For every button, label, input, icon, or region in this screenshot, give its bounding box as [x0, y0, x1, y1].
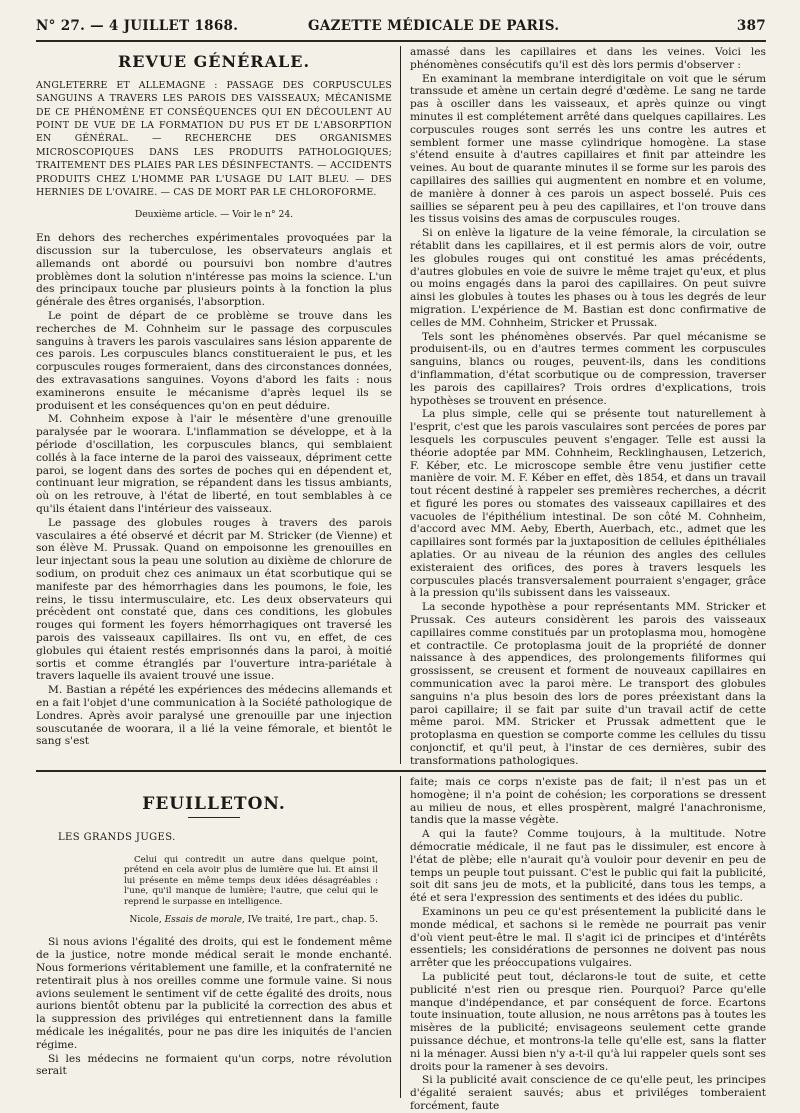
- feuilleton-paragraph: Si la publicité avait conscience de ce qu'elle peut, les principes d'égalité seraient sauvés; abus et priviléges tomberaient forcément, faute: [410, 1074, 766, 1112]
- column-divider-bottom: [400, 776, 401, 1098]
- revue-column-left: [36, 46, 392, 762]
- revue-column-right: [410, 46, 766, 767]
- page-header: [36, 16, 766, 38]
- revue-summary: ANGLETERRE ET ALLEMAGNE : PASSAGE DES CORPUSCULES SANGUINS A TRAVERS LES PAROIS DES VAISSEAUX; MÉCANISME DE CE PHÉNOMÈNE ET CONSÉQUENCES QUI EN DÉCOULENT AU POINT DE VUE DE LA FORMATION DU PUS ET DE L'ABSORPTION EN GÉNÉRAL. — RECHERCHE DES ORGANISMES MICROSCOPIQUES DANS LES PRODUITS PATHOLOGIQUES; TRAITEMENT DES PLAIES PAR LES DÉSINFECTANTS. — ACCIDENTS PRODUITS CHEZ L'HOMME PAR L'USAGE DU LAIT BLEU. — DES HERNIES DE L'OVAIRE. — CAS DE MORT PAR LE CHLOROFORME.: [36, 79, 392, 199]
- epigraph-reference: IVe traité, 1re part., chap. 5.: [247, 914, 378, 925]
- header-rule: [36, 40, 766, 42]
- feuilleton-paragraph: Examinons un peu ce qu'est présentement la publicité dans le monde médical, et sachons si le remède ne pourrait pas venir d'où vient peut-être le mal. Il s'agit ici de principes et d'intérêts essentiels; les considérations de personnes ne doivent pas nous arrêter que les préoccupations vulgaires.: [410, 905, 766, 970]
- revue-title: REVUE GÉNÉRALE.: [117, 52, 311, 71]
- title-rule: [188, 817, 240, 818]
- page-number: 387: [736, 18, 766, 34]
- revue-paragraph: Le point de départ de ce problème se trouve dans les recherches de M. Cohnheim sur le passage des corpuscules sanguins à travers les parois vasculaires sans lésion apparente de ces parois. Les corpuscules blancs constitueraient le pus, et les corpuscules rouges formeraient, dans des circonstances données, des extravasations sanguines. Voyons d'abord les faits : nous examinerons ensuite le mécanisme d'après lequel ils se produisent et les conséquences qu'on en peut déduire.: [36, 310, 392, 412]
- feuilleton-paragraph: La publicité peut tout, déclarons-le tout de suite, et cette publicité n'est rien ou presque rien. Pourquoi? Parce qu'elle manque d'indépendance, et par conséquent de force. Ecartons toute insinuation, toute allusion, ne nous arrêtons pas à toutes les misères de la publicité; envisageons seulement cette grande puissance déchue, et montrons-la telle qu'elle est, sans la flatter ni la ménager. Aussi bien n'y a-t-il qu'à lui rappeler quels sont ses droits pour la ramener à ses devoirs.: [410, 970, 766, 1073]
- feuilleton-title: FEUILLETON.: [142, 794, 286, 814]
- revue-paragraph: amassé dans les capillaires et dans les veines. Voici les phénomènes consécutifs qu'il est dès lors permis d'observer :: [410, 46, 766, 71]
- feuilleton-paragraph: Si nous avions l'égalité des droits, qui est le fondement même de la justice, notre monde médical serait le monde enchanté. Nous formerions véritablement une famille, et la confraternité ne retentirait plus à nos oreilles comme une formule vaine. Si nous avions seulement le sentiment vif de cette égalité des droits, nous aurions bientôt obtenu par la publicité la correction des abus et la suppression des priviléges qui entretiennent dans la famille médicale les inégalités, pour ne pas dire les iniquités de l'ancien régime.: [36, 936, 392, 1051]
- epigraph-work: Essais de morale,: [164, 914, 245, 925]
- article-reference: Deuxième article. — Voir le n° 24.: [134, 209, 294, 221]
- revue-paragraph: M. Cohnheim expose à l'air le mésentère d'une grenouille paralysée par le woorara. L'inflammation se développe, et à la période d'oscillation, les corpuscules blancs, qui semblaient collés à la face interne de la paroi des vaisseaux, dépriment cette paroi, se logent dans des sortes de poches qui en dépendent et, continuant leur migration, se répandent dans les tissus ambiants, où on les retrouve, à l'état de liberté, en tout semblables à ce qu'ils étaient dans l'intérieur des vaisseaux.: [36, 413, 392, 515]
- feuilleton-paragraph: Si les médecins ne formaient qu'un corps, notre révolution serait: [36, 1052, 392, 1078]
- epigraph-text: Celui qui contredit un autre dans quelque point, prétend en cela avoir plus de lumière que lui. Et ainsi il lui présente en même temps deux idées désagréables : l'une, qu'il manque de lumière; l'autre, que celui qui le reprend le surpasse en intelligence.: [124, 854, 378, 907]
- column-divider-top: [400, 46, 401, 764]
- revue-paragraph: M. Bastian a répété les expériences des médecins allemands et en a fait l'objet d'une communication à la Société pathologique de Londres. Après avoir paralysé une grenouille par une injection souscutanée de woorara, il a lié la veine fémorale, et bientôt le sang s'est: [36, 684, 392, 748]
- epigraph-author: Nicole,: [129, 914, 162, 925]
- issue-date: N° 27. — 4 JUILLET 1868.: [36, 18, 239, 34]
- revue-paragraph: Le passage des globules rouges à travers des parois vasculaires a été observé et décrit par M. Stricker (de Vienne) et son élève M. Prussak. Quand on empoisonne les grenouilles en leur injectant sous la peau une solution au dixième de chlorure de sodium, on produit chez ces animaux un état scorbutique qui se manifeste par des hémorrhagies dans les poumons, le foie, les reins, le tissu intermusculaire, etc. Les deux observateurs qui précèdent ont constaté que, dans ces conditions, les globules rouges qui forment les foyers hémorrhagiques ont traversé les parois des vaisseaux capillaires. Ils ont vu, en effet, de ces globules qui étaient restés emprisonnés dans la paroi, à moitié sortis et comme étranglés par l'ouverture intra-pariétale à travers laquelle ils avaient trouvé une issue.: [36, 516, 392, 683]
- revue-paragraph: Si on enlève la ligature de la veine fémorale, la circulation se rétablit dans les capillaires, et il est permis alors de voir, outre les globules rouges qui ont constitué les amas précédents, d'autres globules en voie de suivre le même trajet qu'eux, et plus ou moins engagés dans la paroi des capillaires. On peut suivre ainsi les globules à toutes les phases ou à tous les degrés de leur migration. L'expérience de M. Bastian est donc confirmative de celles de MM. Cohnheim, Stricker et Prussak.: [410, 227, 766, 329]
- feuilleton-paragraph: faite; mais ce corps n'existe pas de fait; il n'est pas un et homogène; il n'a point de cohésion; les corporations se dressent au milieu de nous, et elles prospèrent, malgré l'anachronisme, tandis que la masse végète.: [410, 776, 766, 827]
- revue-paragraph: La plus simple, celle qui se présente tout naturellement à l'esprit, c'est que les parois vasculaires sont percées de pores par lesquels les corpuscules peuvent s'engager. Telle est aussi la théorie adoptée par MM. Cohnheim, Recklinghausen, Letzerich, F. Kéber, etc. Le microscope semble être venu justifier cette manière de voir. M. F. Kéber en effet, dès 1854, et dans un travail tout récent destiné à rappeler ses premières recherches, a décrit et figuré les pores ou stomates des vaisseaux capillaires et des vacuoles de l'épithélium intestinal. De son côté M. Cohnheim, d'accord avec MM. Aeby, Eberth, Auerbach, etc., admet que les capillaires sont formés par la juxtaposition de cellules épithéliales aplaties. Or au niveau de la réunion des angles des cellules existeraient des orifices, des pores à travers lesquels les corpuscules placés transversalement pourraient s'engager, grâce à la pression qu'ils subissent dans les vaisseaux.: [410, 408, 766, 600]
- feuilleton-column-right: [410, 776, 766, 1112]
- journal-name: GAZETTE MÉDICALE DE PARIS.: [308, 18, 560, 34]
- revue-paragraph: Tels sont les phénomènes observés. Par quel mécanisme se produisent-ils, ou en d'autres termes comment les corpuscules sanguins, blancs ou rouges, peuvent-ils, dans les conditions d'inflammation, d'état scorbutique ou de compression, traverser les parois des capillaires? Trois ordres d'explications, trois hypothèses se trouvent en présence.: [410, 330, 766, 407]
- epigraph-source: [36, 914, 378, 927]
- revue-paragraph: La seconde hypothèse a pour représentants MM. Stricker et Prussak. Ces auteurs considèrent les parois des vaisseaux capillaires comme constitués par un protoplasma mou, homogène et contractile. Ce protoplasma jouit de la propriété de donner naissance à des appendices, des prolongements filiformes qui grossissent, se creusent et forment de nouveaux capillaires en communication avec la paroi mère. Le transport des globules sanguins n'a plus besoin des lors de pores préexistant dans la paroi capillaire; il se fait par suite d'un travail actif de cette même paroi. MM. Stricker et Prussak admettent que le protoplasma en question se comporte comme les cellules du tissu conjonctif, et qu'il peut, à l'instar de ces dernières, subir des transformations pathologiques.: [410, 601, 766, 767]
- feuilleton-subhead: LES GRANDS JUGES.: [58, 831, 176, 843]
- feuilleton-column-left: [36, 776, 392, 1098]
- feuilleton-paragraph: A qui la faute? Comme toujours, à la multitude. Notre démocratie médicale, il ne faut pas le dissimuler, est encore à l'état de plèbe; elle n'aurait qu'à vouloir pour devenir en peu de temps un peuple tout puissant. C'est le public qui fait la publicité, soit dit sans jeu de mots, et la publicité, dans tous les temps, a été et sera l'expression des sentiments et des idées du public.: [410, 828, 766, 905]
- revue-paragraph: En dehors des recherches expérimentales provoquées par la discussion sur la tuberculose, les observateurs anglais et allemands ont abordé ou poursuivi bon nombre d'autres problèmes dont la solution n'intéresse pas moins la science. L'un des principaux touche par plusieurs points à la fonction la plus générale des êtres organisés, l'absorption.: [36, 232, 392, 309]
- revue-paragraph: En examinant la membrane interdigitale on voit que le sérum transsude et amène un certain degré d'œdème. Le sang ne tarde pas à osciller dans les vaisseaux, et après quinze ou vingt minutes il est complétement arrêté dans quelques capillaires. Les corpuscules rouges sont serrés les uns contre les autres et semblent former une masse cylindrique homogène. La stase s'étend ensuite à d'autres capillaires et finit par atteindre les veines. Au bout de quarante minutes il se forme sur les parois des capillaires des saillies qui augmentent en nombre et en volume, de manière à donner à ces parois un aspect bosselé. Puis ces saillies se séparent peu à peu des capillaires, et l'on trouve dans les tissus voisins des amas de corpuscules rouges.: [410, 72, 766, 226]
- section-divider: [36, 770, 766, 772]
- epigraph: [124, 855, 378, 908]
